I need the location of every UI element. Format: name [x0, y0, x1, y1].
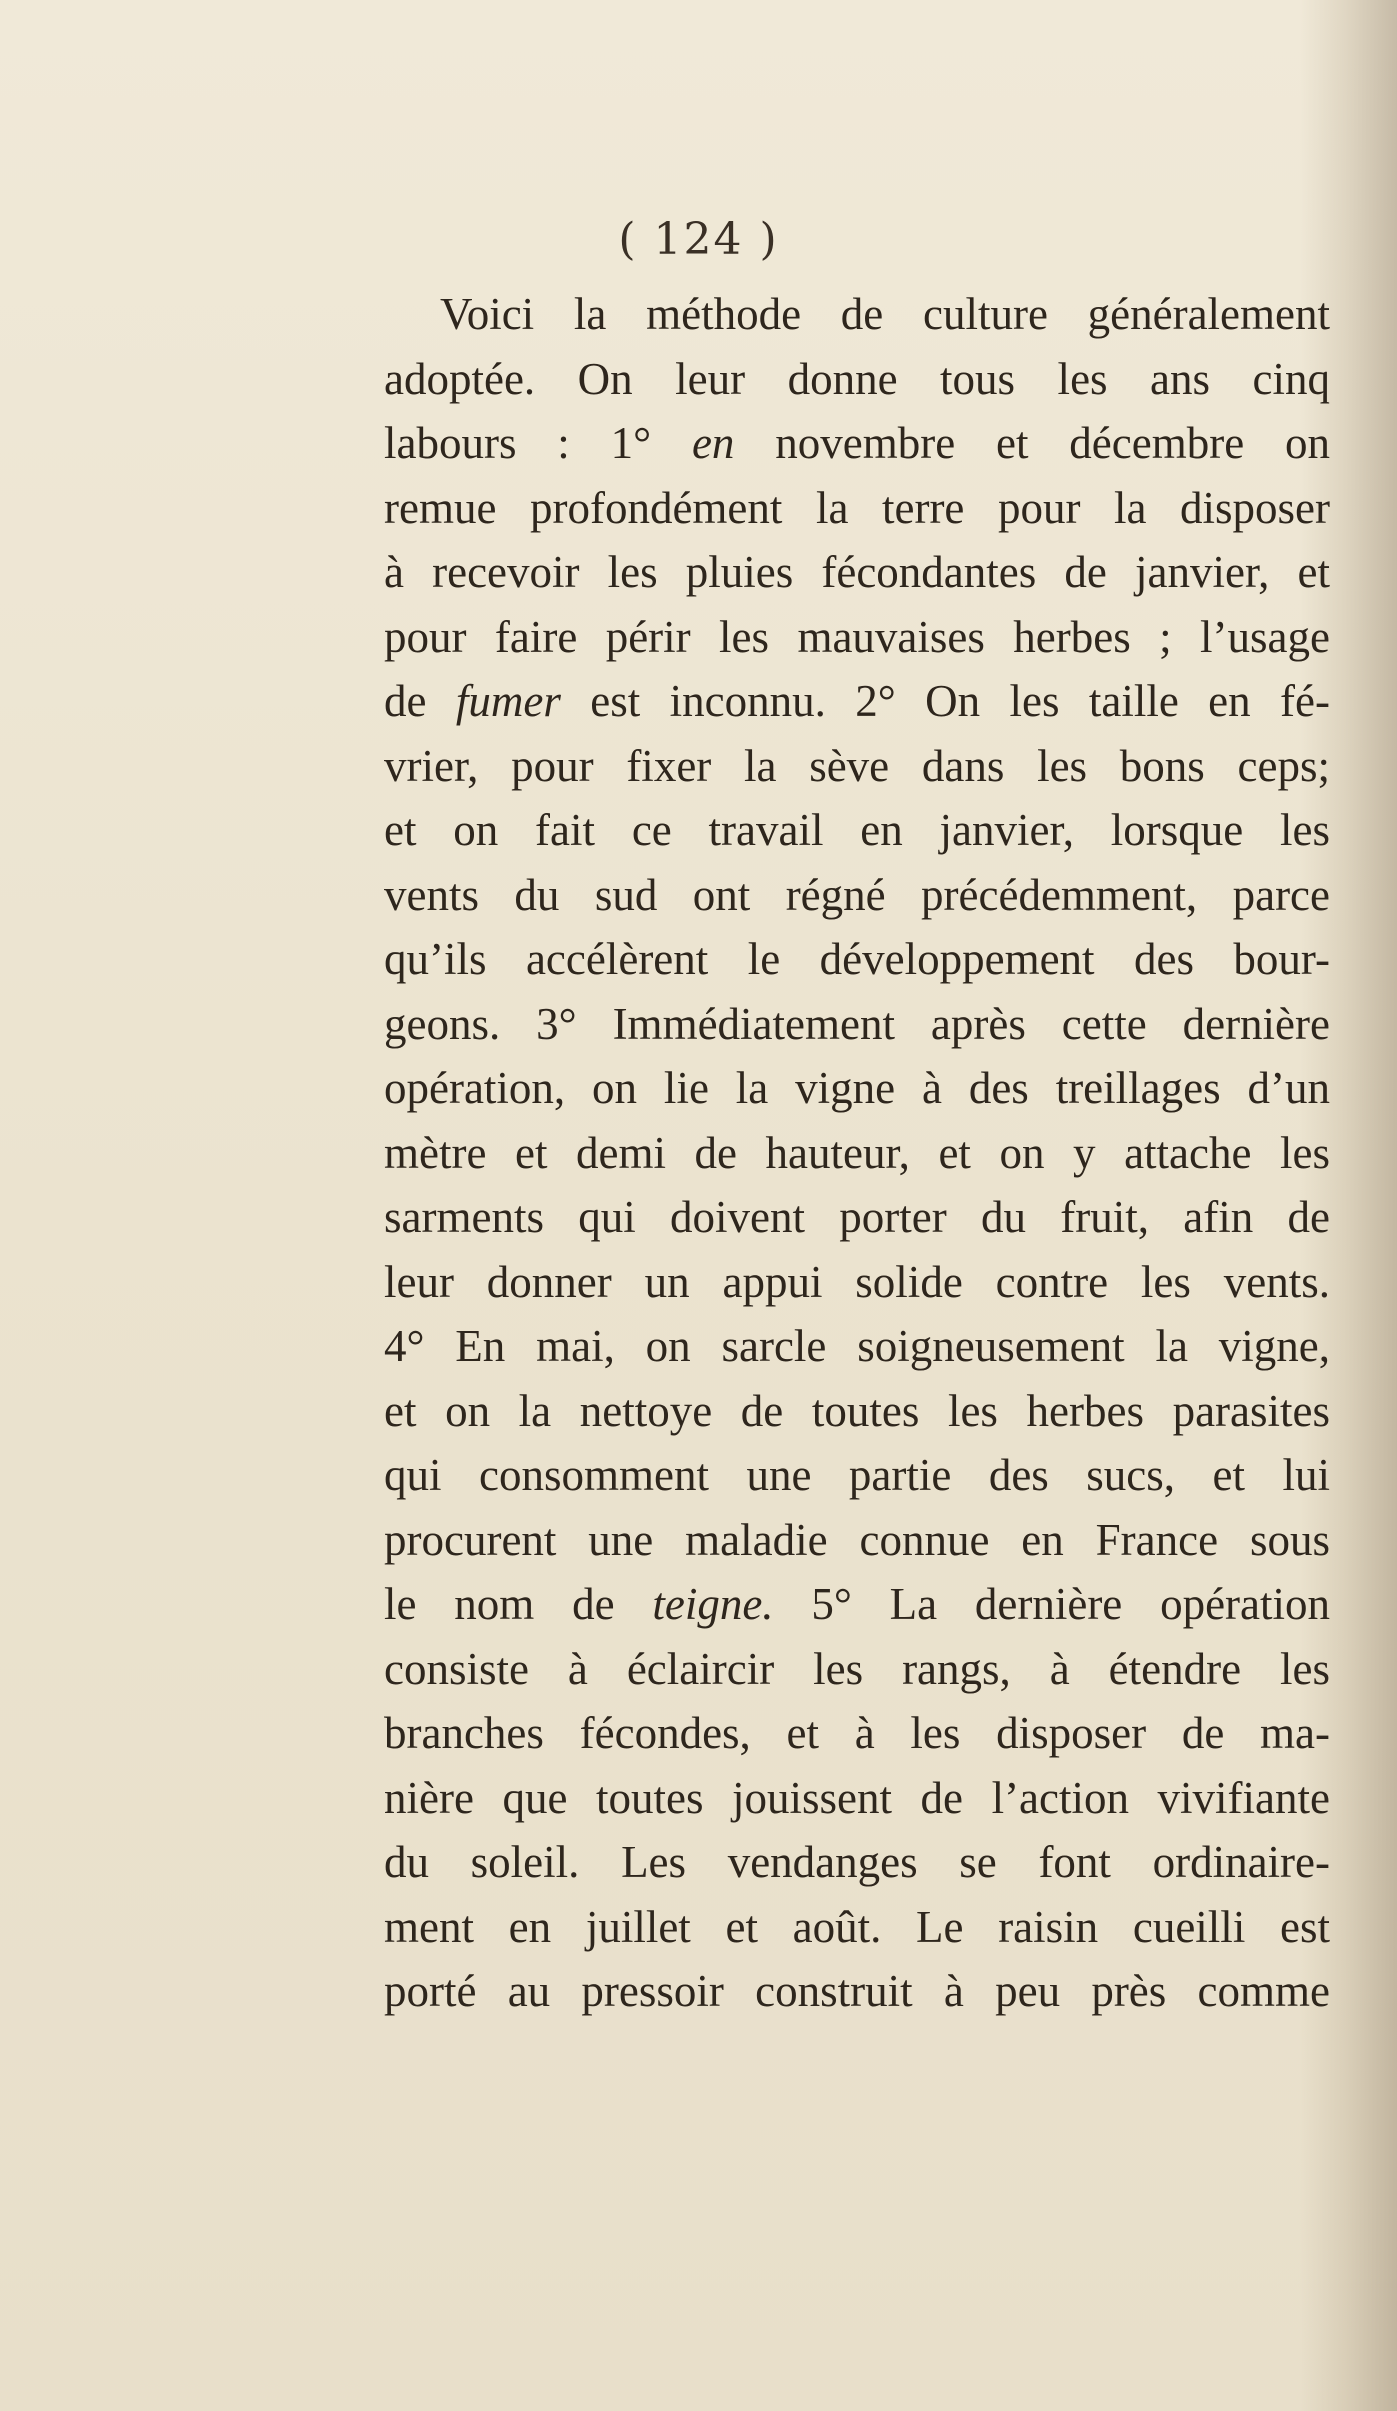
- text-line: leur donner un appui solide contre les vents.: [384, 1256, 1330, 1307]
- text-line: opération, on lie la vigne à des treillages d’un: [384, 1063, 1330, 1113]
- italic-word: teigne.: [652, 1579, 774, 1629]
- body-text: [384, 282, 1330, 2024]
- text-line: [384, 1572, 1330, 1637]
- text-segment: 5° La dernière opération: [773, 1579, 1331, 1629]
- text-line: nière que toutes jouissent de l’action vivifiante: [384, 1772, 1330, 1823]
- text-line: Voici la méthode de culture généralement: [440, 289, 1330, 339]
- text-line: qui consomment une partie des sucs, et lui: [384, 1450, 1330, 1500]
- text-segment: le nom de: [384, 1579, 653, 1629]
- text-line: adoptée. On leur donne tous les ans cinq: [384, 353, 1330, 404]
- text-line: à recevoir les pluies fécondantes de janvier, et: [384, 547, 1330, 597]
- text-segment: est inconnu. 2° On les taille en fé-: [560, 676, 1330, 726]
- text-line: sarments qui doivent porter du fruit, afin de: [384, 1192, 1330, 1242]
- text-line: 4° En mai, on sarcle soigneusement la vigne,: [384, 1321, 1330, 1371]
- text-line: et on la nettoye de toutes les herbes parasites: [384, 1385, 1330, 1436]
- italic-word: fumer: [455, 676, 561, 726]
- text-segment: labours : 1°: [384, 418, 692, 468]
- text-line: ment en juillet et août. Le raisin cueilli est: [384, 1901, 1330, 1952]
- text-segment: de: [384, 676, 456, 726]
- text-line: procurent une maladie connue en France sous: [384, 1514, 1330, 1565]
- text-line: pour faire périr les mauvaises herbes ; l’usage: [384, 611, 1330, 662]
- page-number: ( 124 ): [618, 214, 779, 265]
- text-line: qu’ils accélèrent le développement des bour-: [384, 934, 1330, 984]
- text-line: [384, 669, 1330, 734]
- text-line: branches fécondes, et à les disposer de ma-: [384, 1708, 1330, 1758]
- text-segment: novembre et décembre on: [734, 418, 1330, 468]
- text-line: remue profondément la terre pour la disposer: [384, 482, 1330, 533]
- text-line: [384, 411, 1330, 476]
- text-line: porté au pressoir construit à peu près comme: [384, 1966, 1330, 2016]
- text-line: consiste à éclaircir les rangs, à étendre les: [384, 1643, 1330, 1694]
- text-line: du soleil. Les vendanges se font ordinaire-: [384, 1837, 1330, 1887]
- text-line: vrier, pour fixer la sève dans les bons ceps;: [384, 740, 1330, 791]
- text-line: et on fait ce travail en janvier, lorsque les: [384, 805, 1330, 855]
- text-line: vents du sud ont régné précédemment, parce: [384, 869, 1330, 920]
- italic-word: en: [691, 418, 735, 468]
- text-line: mètre et demi de hauteur, et on y attache les: [384, 1127, 1330, 1178]
- text-line: geons. 3° Immédiatement après cette dernière: [384, 998, 1330, 1049]
